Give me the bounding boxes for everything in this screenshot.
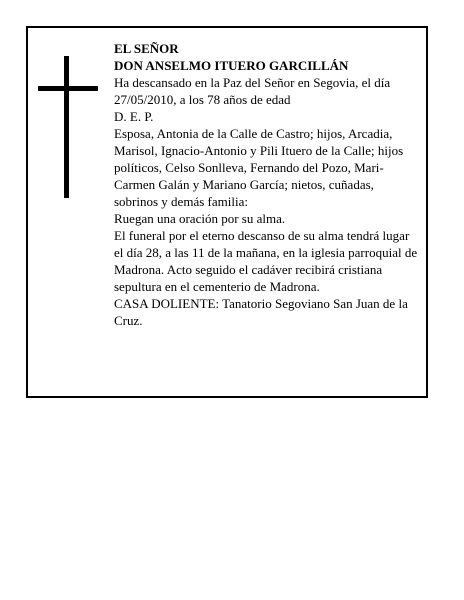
notice-text-block [114, 40, 418, 329]
cross-icon [38, 56, 98, 198]
family-list: Esposa, Antonia de la Calle de Castro; hijos, Arcadia, Marisol, Ignacio-Antonio y Pili Ituero de la Calle; hijos políticos, Celso Sonlleva, Fernando del Pozo, Mari-Carmen Galán y Mariano García; nietos, cuñadas, sobrinos y demás familia: [114, 126, 404, 209]
deceased-name: DON ANSELMO ITUERO GARCILLÁN [114, 58, 349, 73]
cross-vertical-bar [64, 56, 69, 198]
funeral-details: El funeral por el eterno descanso de su alma tendrá lugar el día 28, a las 11 de la mañana, en la iglesia parroquial de Madrona. Acto seguido el cadáver recibirá cristiana sepultura en el cementerio de Madrona. [114, 228, 418, 294]
casa-doliente: CASA DOLIENTE: Tanatorio Segoviano San Juan de la Cruz. [114, 296, 408, 328]
death-announcement: Ha descansado en la Paz del Señor en Segovia, el día 27/05/2010, a los 78 años de edad [114, 75, 391, 107]
dep-line: D. E. P. [114, 109, 154, 124]
prayer-request: Ruegan una oración por su alma. [114, 211, 286, 226]
cross-horizontal-bar [38, 86, 98, 91]
heading-line-1: EL SEÑOR [114, 41, 179, 56]
obituary-notice [26, 26, 428, 398]
